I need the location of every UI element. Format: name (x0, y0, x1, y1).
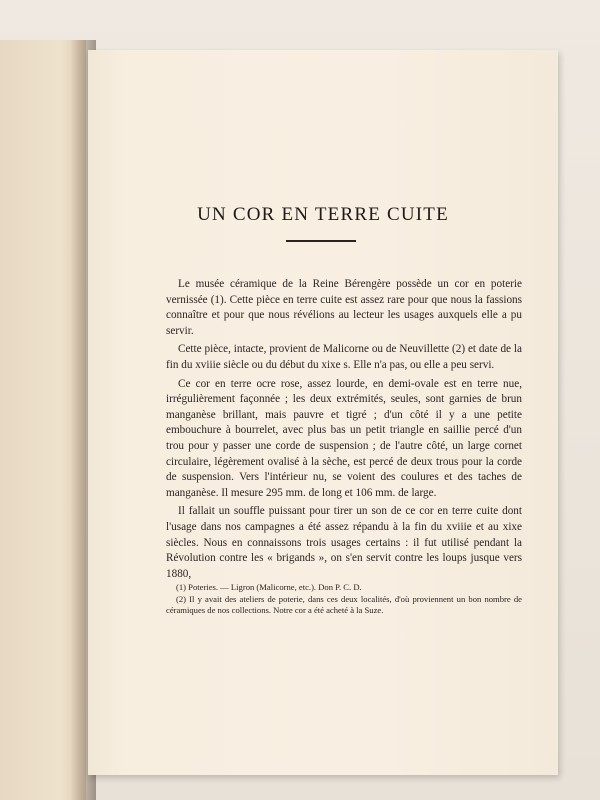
right-page (88, 50, 558, 775)
paragraph-4: Il fallait un souffle puissant pour tirer un son de ce cor en terre cuite dont l'usage dans nos campagnes a été assez répandu à la fin du xviiie et au xixe siècles. Nous en connaissons trois usages certains : il fut utilisé pendant la Révolution contre les « brigands », on s'en servit contre les loups jusque vers 1880, (166, 505, 522, 580)
footnotes (166, 582, 522, 617)
footnote-2: (2) Il y avait des ateliers de poterie, dans ces deux localités, d'où proviennent un bon nombre de céramiques de nos collections. Notre cor a été acheté à la Suze. (166, 593, 522, 615)
paragraph-1: Le musée céramique de la Reine Bérengère possède un cor en poterie vernissée (1). Cette pièce en terre cuite est assez rare pour que nous la fassions connaître et pour que nous révélions au lecteur les usages auxquels elle a pu servir. (166, 278, 522, 337)
body-text (166, 277, 522, 585)
title-rule (286, 240, 356, 242)
page-title: UN COR EN TERRE CUITE (197, 204, 449, 225)
paragraph-2: Cette pièce, intacte, provient de Malicorne ou de Neuvillette (2) et date de la fin du xviiie siècle ou du début du xixe s. Elle n'a pas, ou elle a peu servi. (166, 343, 522, 371)
paragraph-3: Ce cor en terre ocre rose, assez lourde, en demi-ovale est en terre nue, irrégulièrement façonnée ; les deux extrémités, seules, sont garnies de brun manganèse brillant, mais pauvre et tigré ; d'un côté il y a une petite embouchure à bourrelet, avec plus bas un petit triangle en saillie percé d'un trou pour y passer une corde de suspension ; de l'autre côté, un large cornet circulaire, légèrement ovalisé à la sèche, est percé de deux trous pour la corde de suspension. Vers l'intérieur nu, se voient des coulures et des taches de manganèse. Il mesure 295 mm. de long et 106 mm. de large. (166, 377, 522, 499)
page-content (88, 50, 558, 775)
footnote-1: (1) Poteries. — Ligron (Malicorne, etc.). Don P. C. D. (176, 582, 362, 592)
